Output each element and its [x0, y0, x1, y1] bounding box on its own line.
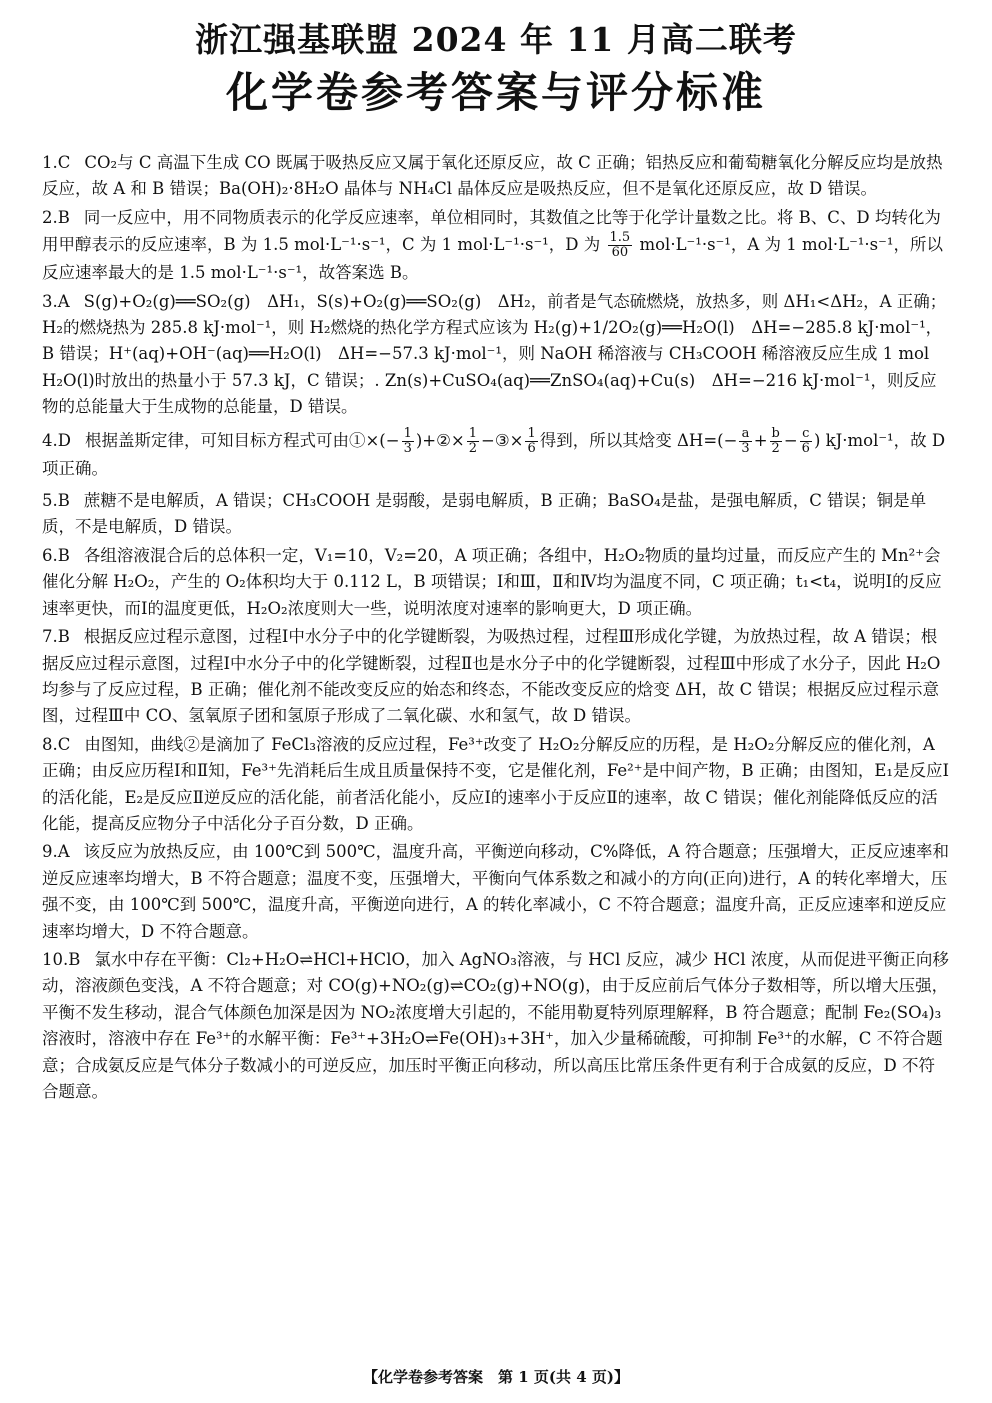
explanation-part: −	[783, 430, 798, 450]
explanation: S(g)+O₂(g)══SO₂(g) ΔH₁，S(s)+O₂(g)══SO₂(g) ΔH₂，前者是气态硫燃烧，放热多，则 ΔH₁<ΔH₂，A 正确；H₂的燃烧热为 285.8 kJ·mol⁻¹，则 H₂燃烧的热化学方程式应该为 H₂(g)+1/2O₂(g)══H₂O(l) ΔH=−285.8 kJ·mol⁻¹，B 错误；H⁺(aq)+OH⁻(aq)══H₂O(l) ΔH=−57.3 kJ·mol⁻¹，则 NaOH 稀溶液与 CH₃COOH 稀溶液反应生成 1 mol H₂O(l)时放出的热量小于 57.3 kJ，C 错误；. Zn(s)+CuSO₄(aq)══ZnSO₄(aq)+Cu(s) ΔH=−216 kJ·mol⁻¹，则反应物的总能量大于生成物的总能量，D 错误。	[42, 291, 947, 417]
fraction-numerator: 1	[403, 425, 412, 441]
fraction-denominator: 6	[801, 440, 810, 456]
fraction-denominator: 60	[611, 245, 629, 261]
question-answer: B	[57, 491, 70, 511]
explanation: 根据反应过程示意图，过程Ⅰ中水分子中的化学键断裂，为吸热过程，过程Ⅲ形成化学键，为放热过程，故 A 错误；根据反应过程示意图，过程Ⅰ中水分子中的化学键断裂，过程Ⅱ也是水分子中的化学键断裂，过程Ⅲ中形成了水分子，因此 H₂O 均参与了反应过程，B 正确；催化剂不能改变反应的始态和终态，不能改变反应的焓变 ΔH，故 C 错误；根据反应过程示意图，过程Ⅲ中 CO、氢氧原子团和氢原子形成了二氧化碳、水和氢气，故 D 错误。	[42, 627, 941, 726]
fraction-denominator: 2	[468, 440, 478, 456]
question-number: 1.	[42, 153, 58, 172]
question-answer: B	[68, 949, 81, 969]
fraction	[770, 427, 782, 456]
answer-item-1	[42, 150, 950, 203]
explanation-part: 同一反应中，用不同物质表示的化学反应速率，单位相同时，其数值之比等于化学计量数之比。将 B、C、D 均转化为用甲醇表示的反应速率，B 为 1.5 mol·L⁻¹·s⁻¹，C 为 1 mol·L⁻¹·s⁻¹，D 为	[42, 207, 941, 255]
question-answer: D	[57, 430, 71, 450]
question-number: 10.	[42, 949, 69, 969]
fraction-numerator: 1	[527, 425, 536, 441]
fraction-numerator: c	[800, 427, 812, 442]
question-answer: B	[57, 545, 70, 565]
question-number: 4.	[42, 430, 58, 450]
explanation: 由图知，曲线②是滴加了 FeCl₃溶液的反应过程，Fe³⁺改变了 H₂O₂分解反应的历程，是 H₂O₂分解反应的催化剂，A 正确；由反应历程Ⅰ和Ⅱ知，Fe³⁺先消耗后生成且质量保持不变，它是催化剂，Fe²⁺是中间产物，B 正确；由图知，E₁是反应Ⅰ的活化能，E₂是反应Ⅱ逆反应的活化能，前者活化能小，反应Ⅰ的速率小于反应Ⅱ的速率，故 C 错误；催化剂能降低反应的活化能，提高反应物分子中活化分子百分数，D 正确。	[42, 734, 950, 833]
explanation-part: )+②×	[415, 430, 465, 450]
page-footer: 【化学卷参考答案 第 1 页(共 4 页)】	[363, 1368, 629, 1386]
explanation-part: ) kJ·mol⁻¹，故 D 项正确。	[42, 430, 946, 478]
answer-item-4	[42, 423, 950, 486]
answer-item-8	[42, 732, 950, 838]
answer-item-5	[42, 488, 950, 541]
explanation-part: 得到，所以其焓变 ΔH=(−	[539, 430, 738, 450]
question-answer: B	[57, 627, 70, 647]
question-number: 3.	[42, 291, 58, 311]
fraction-numerator: 1	[468, 425, 478, 441]
fraction-denominator: 6	[527, 440, 536, 456]
fraction-numerator: b	[771, 425, 780, 441]
explanation-part: mol·L⁻¹·s⁻¹，A 为 1 mol·L⁻¹·s⁻¹，所以反应速率最大的是 1.5 mol·L⁻¹·s⁻¹，故答案选 B。	[42, 235, 943, 283]
fraction	[608, 231, 633, 260]
fraction-numerator: a	[739, 427, 751, 442]
answer-item-3	[42, 289, 950, 421]
explanation-part: +	[753, 430, 768, 450]
question-number: 8.	[42, 734, 58, 754]
question-number: 5.	[42, 491, 58, 511]
question-answer: C	[57, 153, 71, 172]
fraction	[739, 427, 751, 456]
explanation: 氯水中存在平衡：Cl₂+H₂O⇌HCl+HClO，加入 AgNO₃溶液，与 HCl 反应，减少 HCl 浓度，从而促进平衡正向移动，溶液颜色变浅，A 不符合题意；对 CO(g)+NO₂(g)⇌CO₂(g)+NO(g)，由于反应前后气体分子数相等，所以增大压强，平衡不发生移动，混合气体颜色加深是因为 NO₂浓度增大引起的，不能用勒夏特列原理解释，B 符合题意；配制 Fe₂(SO₄)₃溶液时，溶液中存在 Fe³⁺的水解平衡：Fe³⁺+3H₂O⇌Fe(OH)₃+3H⁺，加入少量稀硫酸，可抑制 Fe³⁺的水解，C 不符合题意；合成氨反应是气体分子数减小的可逆反应，加压时平衡正向移动，所以高压比常压条件更有利于合成氨的反应，D 不符合题意。	[42, 949, 949, 1101]
explanation-part: 根据盖斯定律，可知目标方程式可由①×(−	[84, 430, 400, 450]
question-answer: C	[57, 734, 71, 754]
answer-item-10	[42, 947, 950, 1105]
fraction	[800, 427, 812, 456]
question-number: 2.	[42, 207, 58, 227]
fraction-numerator: 1.5	[609, 230, 631, 246]
explanation-part: −③×	[481, 430, 524, 450]
fraction-denominator: 3	[403, 440, 412, 456]
answer-list	[42, 150, 950, 1107]
question-answer: B	[57, 207, 70, 227]
explanation: 该反应为放热反应，由 100℃到 500℃，温度升高，平衡逆向移动，C%降低，A 符合题意；压强增大，正反应速率和逆反应速率均增大，B 不符合题意；温度不变，压强增大，平衡向气体系数之和减小的方向(正向)进行，A 的转化率增大，压强不变，由 100℃到 500℃，温度升高，平衡逆向进行，A 的转化率减小，C 不符合题意；温度升高，正反应速率和逆反应速率均增大，D 不符合题意。	[42, 842, 950, 941]
question-answer: A	[57, 291, 70, 311]
question-answer: A	[57, 842, 70, 862]
exam-title: 浙江强基联盟 2024 年 11 月高二联考	[195, 20, 797, 59]
explanation: 蔗糖不是电解质，A 错误；CH₃COOH 是弱酸，是弱电解质，B 正确；BaSO₄是盐，是强电解质，C 错误；铜是单质，不是电解质，D 错误。	[42, 491, 927, 537]
answer-item-9	[42, 839, 950, 945]
fraction	[525, 427, 537, 456]
answer-item-7	[42, 624, 950, 730]
explanation: 各组溶液混合后的总体积一定，V₁=10，V₂=20，A 项正确；各组中，H₂O₂物质的量均过量，而反应产生的 Mn²⁺会催化分解 H₂O₂，产生的 O₂体积均大于 0.112 L，B 项错误；Ⅰ和Ⅲ，Ⅱ和Ⅳ均为温度不同，C 项正确；t₁<t₄，说明Ⅰ的反应速率更快，而Ⅰ的温度更低，H₂O₂浓度则大一些，说明浓度对速率的影响更大，D 项正确。	[42, 545, 942, 618]
fraction	[402, 427, 414, 456]
question-number: 6.	[42, 545, 58, 565]
answer-key-title: 化学卷参考答案与评分标准	[225, 68, 766, 117]
explanation: CO₂与 C 高温下生成 CO 既属于吸热反应又属于氧化还原反应，故 C 正确；铝热反应和葡萄糖氧化分解反应均是放热反应，故 A 和 B 错误；Ba(OH)₂·8H₂O 晶体与 NH₄Cl 晶体反应是吸热反应，但不是氧化还原反应，故 D 错误。	[42, 153, 943, 199]
fraction	[467, 427, 479, 456]
answer-item-6	[42, 543, 950, 622]
answer-item-2	[42, 205, 950, 287]
fraction-denominator: 3	[741, 440, 750, 456]
fraction-denominator: 2	[771, 440, 780, 456]
question-number: 9.	[42, 842, 58, 862]
question-number: 7.	[42, 627, 58, 647]
